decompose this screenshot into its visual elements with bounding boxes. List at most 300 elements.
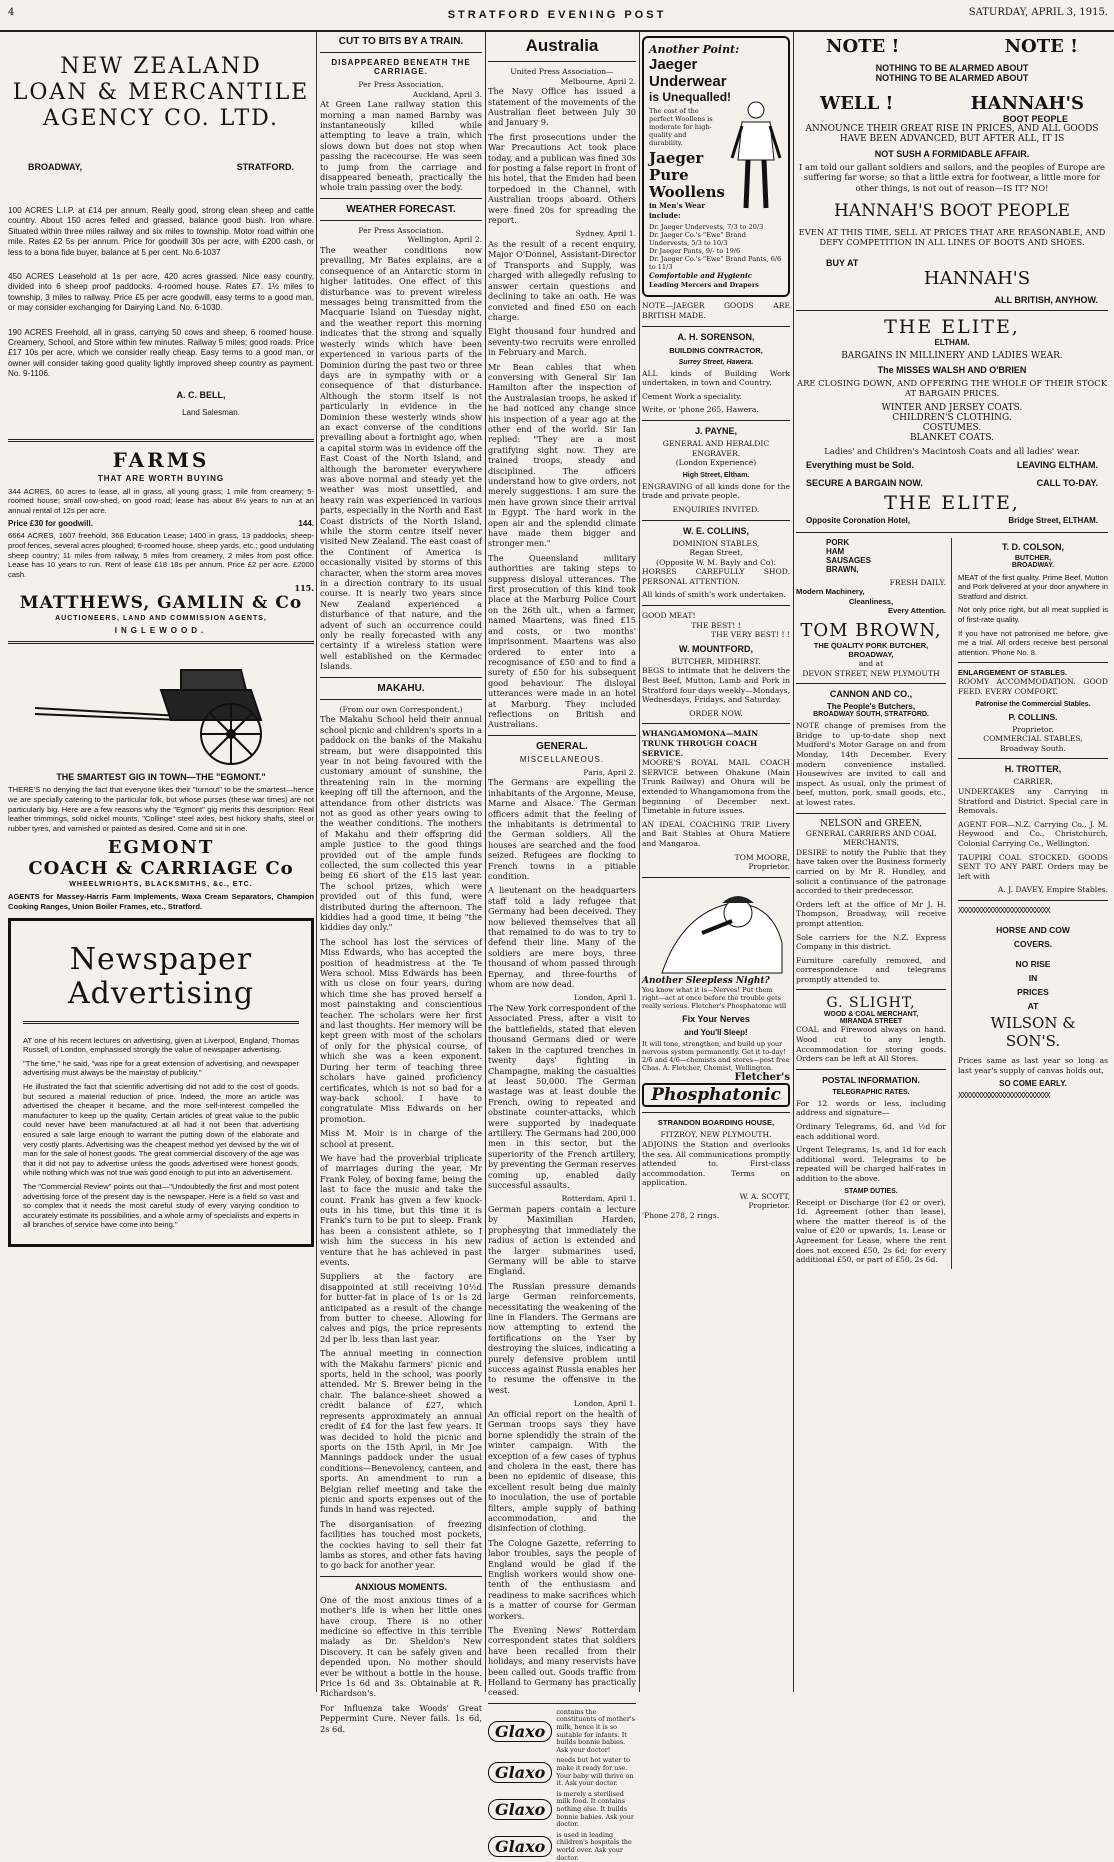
nelson-name: NELSON and GREEN, (820, 818, 922, 829)
nzl-signature: A. C. BELL, (176, 389, 226, 400)
makahu-article (320, 683, 482, 1571)
nzl-ad (8, 54, 314, 417)
general-dateline: London, April 1. (573, 993, 636, 1003)
train-assoc: Per Press Association. (358, 80, 444, 89)
divider (796, 532, 1108, 533)
divider (23, 1021, 299, 1024)
train-article (320, 36, 482, 193)
nelson-title: GENERAL CARRIERS AND COAL MERCHANTS, (805, 828, 937, 848)
jaeger-price: Dr Jaeger Pants, 9/- to 19/6 (649, 247, 741, 256)
wilson-line: IN (1028, 972, 1038, 983)
divider (796, 813, 946, 814)
divider (796, 310, 1108, 311)
slight-address: MIRANDA STREET (839, 1018, 903, 1026)
farms-ad (8, 448, 314, 636)
strandon-sig-2: Proprietor. (748, 1201, 790, 1211)
brown-title: THE QUALITY PORK BUTCHER, (813, 641, 929, 651)
masthead-bar (0, 0, 1114, 32)
trotter-body: AGENT FOR—N.Z. Carrying Co., J. M. Heywood and Co., Christchurch, Colonial Carrying Co., Wellington. (958, 819, 1108, 848)
payne-address: High Street, Eltham. (682, 471, 750, 479)
jaeger-line-4: The cost of the perfect Woollens is moderate for high-quality and durability. (649, 107, 713, 147)
whangamomona-sig: TOM MOORE, (734, 852, 790, 862)
glaxo-logo: Glaxo (488, 1762, 552, 1783)
issue-date: SATURDAY, APRIL 3, 1915. (968, 7, 1108, 18)
column-rule (316, 32, 317, 1692)
general-body: German papers contain a lecture by Maximilian Harden, prophesying that immediately the radius of action is extended and the larger submarines used, Germany will be able to starve England. (488, 1203, 636, 1277)
advertising-paragraph: The "Commercial Review" points out that—"Undoubtedly the first and most potent advertising force of the present day is the newspaper. Here is a field so vast and so complex that it needs the most careful study of every varying condition to accurately estimate its possibilities, and a whole army of specialists and experts in all branches of service have come into being." (23, 1181, 299, 1230)
farms-ref: 144. (298, 519, 314, 529)
gig-ad (8, 650, 314, 911)
phosphatonic-line-3: Fix Your Nerves (682, 1014, 750, 1025)
mountford-order: ORDER NOW. (689, 708, 743, 718)
collins-body: HORSES CAREFULLY SHOD. PERSONAL ATTENTION. (642, 567, 790, 586)
wilson-early: SO COME EARLY. (999, 1079, 1067, 1089)
slight-body: COAL and Firewood always on hand. Wood cut to any length. Accommodation for storing goods. Orders can be left at All Stores. (796, 1025, 946, 1064)
farms-listing: 344 ACRES, 60 acres to lease, all in grass, all young grass; 1 mile from creamery; 5-roomed house; small cow-shed, on good road; lease has about 8½ years to run at an annual rental of 12s per acre. (8, 486, 314, 515)
wilson-line: WILSON & (990, 1013, 1076, 1032)
brown-address-3: DEVON STREET, NEW PLYMOUTH (802, 668, 940, 678)
trotter-name: H. TROTTER, (1004, 764, 1062, 775)
general-dateline: Rotterdam, April 1. (561, 1194, 636, 1204)
whangamomona-body: AN IDEAL COACHING TRIP. Livery and Bait Stables at Ohura Matiere and Mangaroa. (642, 819, 790, 848)
australia-dateline: Sydney, April 1. (575, 229, 636, 239)
elite-row (796, 456, 1108, 474)
nelson-body: Orders left at the office of Mr J. H. Thompson, Broadway, will receive prompt attention. (796, 899, 946, 928)
australia-body: Eight thousand four hundred and seventy-two recruits were enrolled in February and March. (488, 326, 636, 358)
hannahs-body: ANNOUNCE THEIR GREAT RISE IN PRICES, AND ALL GOODS HAVE BEEN ADVANCED, BUT AFTER ALL, IT IS (805, 124, 1099, 145)
general-body: The Evening News' Rotterdam correspondent states that soldiers have been recalled from their holidays, and many reservists have been called out. Goods traffic from Holland to Germany has practically ceased. (488, 1625, 636, 1698)
colson-ad (958, 542, 1108, 658)
well-row (796, 83, 1108, 114)
jaeger-line-3: is Unequalled! (649, 90, 732, 104)
elite-leaving: LEAVING ELTHAM. (1016, 459, 1098, 470)
brown-feature: Every Attention. (888, 606, 946, 616)
brown-item: BRAWN, (826, 564, 859, 574)
well: WELL ! (820, 93, 894, 114)
divider (958, 662, 1108, 663)
postal-body: Urgent Telegrams, 1s, and 1d for each additional word. Telegrams to be repeated will be charged half-rates in addition to the above. (796, 1145, 946, 1183)
collins-address-2: (Opposite W. M. Bayly and Co). (656, 557, 776, 567)
weather-assoc: Per Press Association. (358, 225, 444, 235)
weather-dateline: Wellington, April 2. (407, 235, 482, 245)
stables-place: COMMERCIAL STABLES, (983, 734, 1083, 744)
column-1 (8, 32, 314, 1692)
makahu-body: Suppliers at the factory are disappointed at still receiving 10½d for butter-fat in place of 1s or 1s 2d anticipated as a result of the change from butter to cheese. Allowing for calves and pigs, the price represents 2d per lb. less than last year. (320, 1271, 482, 1344)
australia-dateline: Melbourne, April 2. (560, 76, 636, 86)
divider (488, 1703, 636, 1704)
postal-info (796, 1075, 946, 1265)
jaeger-figure (730, 100, 782, 212)
wilson-line: SON'S. (1005, 1031, 1061, 1050)
mountford-top-2: THE BEST! ! (691, 620, 741, 630)
phosphatonic-line-1: Another Sleepless Night? (642, 975, 770, 986)
makahu-body: The disorganisation of freezing facilities has touched most pockets, the cockies having to sell their fat lambs as stores, and other fats having to go back for another year. (320, 1518, 482, 1571)
divider (796, 1069, 946, 1070)
divider (488, 735, 636, 736)
trotter-ad (958, 764, 1108, 895)
jaeger-line-1: Another Point: (649, 43, 740, 56)
train-dateline: Auckland, April 3. (412, 89, 482, 99)
page-number: 4 (8, 7, 15, 18)
wilson-line: NO RISE (1015, 958, 1051, 969)
general-body: The Russian pressure demands large German reinforcements, necessitating the weakening of the line in Flanders. The Germans are now attempting to extend the fortifications on the Yser by destroying the sluices, indicating a purely defensive problem until success against Russia enables her to resume the offensive in the west. (488, 1280, 636, 1395)
nzl-listing: 190 ACRES Freehold, all in grass, carrying 50 cows and sheep, 6 roomed house. Creamery, School, and Store within few minutes. Railway 5 miles; good roads. Price £17 10s per acre, which we consider really cheap. Easy terms to a good man, or owner will consider taking good quality lightly improved sheep country as payment. No. 9-1106. (8, 327, 314, 379)
glaxo-logo: Glaxo (488, 1799, 552, 1820)
colson-body: MEAT of the first quality. Prime Beef, Mutton and Pork delivered at your door anywhere in Stratford and district. (958, 572, 1108, 601)
advertising-paragraph: He illustrated the fact that scientific advertising did not add to the cost of goods, but secured a material reduction of price. Indeed, the more an article was advertised the cheaper it became, and the more self-interest compelled the manufacturer to keep up the quality. Certain articles of great value to the public could never have been manufactured at all had it not been that advertising ensured a sale large enough to warrant the putting down of the elaborate and very costly plants. Advertising was the cheapest method yet devised by the wit of man for the sale of honest goods. The great commercial discovery of the age was that it did not pay to advertise unless the goods advertised were honest goods, while nothing which was not true was good enough to put into an advertisement. (23, 1081, 299, 1178)
slight-title: WOOD & COAL MERCHANT, (823, 1011, 919, 1019)
nzl-name-1: NEW ZEALAND (60, 54, 262, 79)
anxious-footer: For Influenza take Woods' Great Peppermint Cure. Never fails. 1s 6d, 2s 6d. (320, 1702, 482, 1734)
nelson-body: Furniture carefully removed, and correspondence and telegrams promptly attended to. (796, 955, 946, 984)
cannon-title: The People's Butchers, (826, 702, 916, 712)
glaxo-logo: Glaxo (488, 1721, 552, 1742)
divider (958, 758, 1108, 759)
sorenson-contact: Write, or 'phone 265, Hawera. (642, 405, 759, 415)
nzl-listing: 100 ACRES L.I.P. at £14 per annum. Really good, strong clean sheep and cattle country. About 150 acres felled and grassed, balance good bush. Iron whare. Situated within three miles railway and six miles to township. Motor road within one mile. Rates £2 5s per annum. Price for goodwill 30s per acre, with £200 cash, or less to a bona fide buyer, balance at 5 per cent. No.6-1037 (8, 206, 314, 257)
postal-head: POSTAL INFORMATION. (822, 1074, 920, 1085)
trotter-body: TAUPIRI COAL STOCKED. GOODS SENT TO ANY PART. Orders may be left with (958, 852, 1108, 881)
gig-caption: THE SMARTEST GIG IN TOWN—THE "EGMONT." (56, 772, 266, 783)
strandon-ad (642, 1118, 790, 1220)
elite-body: BARGAINS IN MILLINERY AND LADIES WEAR. (841, 350, 1063, 361)
general-headline: GENERAL. (536, 740, 588, 752)
divider (320, 1576, 482, 1577)
weather-article (320, 204, 482, 672)
australia-body: The Queensland military authorities are taking steps to suppress disloyal utterances. The first prosecution of this kind took place at the Marburg Police Court on the 26th ult., when a farmer, named Maartens, was fined £15 and costs, or two months' imprisonment. Maartens was also ordered to enter into a recognisance of £50 and to find a surety of £50 for his subsequent good behaviour. The disloyal utterances were made in an hotel at Marburg. They included reflections on British and Australians. (488, 552, 636, 730)
strandon-address: FITZROY, NEW PLYMOUTH. (660, 1130, 772, 1140)
strandon-sig: W. A. SCOTT, (739, 1191, 790, 1201)
nzl-address-left: BROADWAY, (28, 162, 83, 172)
whangamomona-ad (642, 729, 790, 871)
jaeger-line-12: Leading Mercers and Drapers (649, 280, 760, 289)
wilson-line: HORSE AND COW (996, 924, 1070, 935)
colson-address: BROADWAY. (1011, 561, 1055, 569)
elite-item: BLANKET COATS. (909, 432, 995, 443)
weather-headline: WEATHER FORECAST. (346, 203, 456, 215)
brown-name: TOM BROWN, (800, 620, 942, 642)
column-rule (639, 32, 640, 1692)
jaeger-price: Dr. Jaeger Undervests, 7/3 to 20/3 (649, 223, 764, 232)
farms-listing: 6664 ACRES, 1607 freehold, 368 Education Lease; 1400 in grass, 13 paddocks, sheep-proof fences, several acres ploughed; 6-roomed house, sheep yards, etc.; good undulating sheep country; 11 miles from railway, 5 miles from creamery, 2 miles from post office. Lease has 10 years to run. Rent of lease £18 18s per annum. Price £2 per acre. £2000 cash. (8, 531, 314, 579)
cannon-ad (796, 689, 946, 807)
jaeger-price: Dr. Jaeger Co.'s "Ewe" Brand Pants, 6/6 to 11/3 (649, 255, 782, 272)
stables-title: Proprietor. (1012, 724, 1054, 734)
elite-row (796, 474, 1108, 492)
payne-title: GENERAL AND HERALDIC ENGRAVER. (662, 438, 770, 458)
general-dateline: London, April 1. (573, 1399, 636, 1409)
note-line-2: NOTHING TO BE ALARMED ABOUT (875, 73, 1029, 83)
jaeger-line-2: Jaeger Underwear (649, 56, 727, 90)
divider (796, 989, 946, 990)
stables-name: P. COLLINS. (1008, 711, 1058, 722)
divider (642, 326, 790, 327)
collins-title: DOMINION STABLES, (672, 538, 760, 548)
sorenson-body: ALL kinds of Building Work undertaken, in town and Country. (642, 368, 790, 388)
stables-head: ENLARGEMENT OF STABLES. (958, 668, 1068, 678)
farms-town: INGLEWOOD. (114, 626, 208, 636)
glaxo-row (488, 1791, 636, 1829)
strandon-phone: 'Phone 278, 2 rings. (642, 1211, 720, 1221)
mountford-name: W. MOUNTFORD, (679, 643, 753, 654)
general-body: The Cologne Gazette, referring to labor troubles, says the people of England would be glad if the English workers would show one-tenth of the enthusiasm and readiness to make sacrifices which is a matter of course for German workers. (488, 1537, 636, 1621)
payne-experience: (London Experience) (675, 458, 757, 468)
postal-body: Receipt or Discharge (for £2 or over), 1d. Agreement (other than lease), where the matter thereof is of the value of £20 or upwards, 1s. Lease or Agreement for Lease, where the rent does not exceed £50, 2s 6d; for every additional £50, or part of £50, 2s 6d. (796, 1197, 946, 1265)
postal-body: Ordinary Telegrams, 6d, and ½d for each additional word. (796, 1122, 946, 1141)
wilson-line: PRICES (1017, 986, 1049, 997)
gig-body: THERE'S no denying the fact that everyone likes their "turnout" to be the smartest—hence we are specially catering to the particular folk, but whose purses (these war times) are not particularly big. Here are a few reasons why the "Egmont" gig merits this description: Real leather trimmings, solid nickel mounts, "Collinge" steel axles, best hickory shafts, steel or rubber tyres, and varnished or painted as desired. Come and sit in one. (8, 785, 314, 833)
gig-illustration (8, 650, 314, 768)
hannahs-body: EVEN AT THIS TIME, SELL AT PRICES THAT ARE REASONABLE, AND DEFY COMPETITION IN ALL LINES OF BOOTS AND SHOES. (798, 227, 1106, 248)
anxious-body: One of the most anxious times of a mother's life is when her little ones have croup. There is no other medicine so effective in this terrible malady as Dr. Sheldon's New Discovery. It can be safely given and depended upon. No mother should ever be without a bottle in the house. Price 1s 6d and 3s. Obtainable at R. Richardson's. (320, 1594, 482, 1699)
collins-ad (642, 526, 790, 601)
hannahs-not: NOT SUSH A FORMIDABLE AFFAIR. (874, 148, 1030, 159)
farms-price-row (8, 519, 314, 528)
postal-body: For 12 words or less, including address and signature— (796, 1098, 946, 1118)
elite-bridge: Bridge Street, ELTHAM. (1008, 515, 1098, 525)
cannon-body: NOTE change of premises from the Bridge to up-to-date shop next Mudford's Motor Garage on and from Monday, 14th December. Every modern convenience installed. Housewives are invited to call and inspect. As usual, only the primest of beef, mutton, pork, small goods, etc., at lowest rates. (796, 721, 946, 807)
divider (642, 723, 790, 724)
general-subhead: MISCELLANEOUS. (519, 754, 605, 764)
sleepless-figure (642, 883, 790, 973)
whangamomona-head: WHANGAMOMONA—MAIN TRUNK THROUGH COACH SERVICE. (642, 729, 759, 758)
australia-body: Mr Bean cables that when conversing with General Sir Ian Hamilton after the inspection of the Australasian troops, he asked if he had noticed any change since his inspection of a year ago at the other end of the world. Sir Ian replied: "They are a most gratifying sight now. They are trained troops, steady and disciplined. The officers understand how to give orders, not merely suggestions. I am sure the men have grown since their arrival in Egypt. The hard work in the open air and the splendid climate have made them bigger and stronger men." (488, 361, 636, 549)
wilson-border: XXXXXXXXXXXXXXXXXXXXXXXX (958, 1091, 1050, 1101)
divider (642, 877, 790, 878)
divider (642, 520, 790, 521)
elite-item: COSTUMES. (922, 422, 982, 433)
jaeger-line-5: Jaeger Pure Woollens (649, 149, 725, 201)
glaxo-logo: Glaxo (488, 1836, 552, 1857)
elite-title-2: THE ELITE, (884, 491, 1020, 514)
australia-assoc: United Press Association— (510, 67, 614, 76)
glaxo-row (488, 1757, 636, 1787)
strandon-body: ADJOINS the Station and overlooks the sea. All communications promptly attended to. First-class accommodation. Terms on application. (642, 1139, 790, 1188)
hannahs-name: HANNAH'S (970, 93, 1084, 114)
glaxo-text: contains the constituents of mother's milk, hence it is so suitable for infants. It builds bonnie babies. Ask your doctor! (556, 1707, 635, 1754)
divider (320, 198, 482, 199)
whangamomona-sig-2: Proprietor. (748, 862, 790, 872)
divider (8, 641, 314, 644)
hannahs-ad (796, 32, 1108, 305)
column-5-right (958, 538, 1108, 1269)
jaeger-line-6: in Men's Wear include: (649, 201, 705, 220)
brown-feature: Cleanliness, (848, 596, 894, 606)
mountford-body: BEGS to intimate that he delivers the Best Beef, Mutton, Lamb and Pork in Stratford four days weekly—Mondays, Wednesdays, Fridays, and Saturday. (642, 666, 790, 705)
wilson-line: COVERS. (1013, 938, 1053, 949)
collins-body: All kinds of smith's work undertaken. (642, 590, 786, 600)
glaxo-text: is merely a sterilised milk food. It contains nothing else. It builds bonnie babies. Ask your doctor. (556, 1789, 634, 1829)
postal-sub: TELEGRAPHIC RATES. (832, 1088, 910, 1096)
nelson-ad (796, 819, 946, 985)
stables-body: ROOMY ACCOMMODATION. GOOD FEED. EVERY COMFORT. (958, 677, 1108, 696)
wilson-line: AT (1027, 1000, 1039, 1011)
strandon-head: STRANDON BOARDING HOUSE, (657, 1118, 775, 1128)
sorenson-name: A. H. SORENSON, (677, 331, 755, 342)
hannahs-name-2: HANNAH'S (923, 267, 1031, 289)
elite-opposite: Opposite Coronation Hotel, (806, 515, 910, 525)
advertising-title-2: Advertising (67, 975, 255, 1011)
gig-firm-3: WHEELWRIGHTS, BLACKSMITHS, &c., ETC. (69, 881, 253, 889)
note-row (796, 32, 1108, 61)
glaxo-text: is used in leading children's hospitals the world over. Ask your doctor. (556, 1830, 632, 1862)
column-5-split (796, 538, 1108, 1269)
hannahs-body: I am told our gallant soldiers and sailors, and the peoples of Europe are suffering far worse; so that a little extra for footwear, a little more for other things, is not out of reason—IS IT? NO! (798, 161, 1105, 193)
phosphatonic-line-5: It will tone, strengthen, and build up your nervous system permanently. Get it to-day! (642, 1040, 786, 1057)
glaxo-text: needs but hot water to make it ready for use. Your baby will thrive on it. Ask your doctor. (556, 1756, 634, 1788)
gig-firm-1: EGMONT (107, 837, 215, 859)
british: ALL BRITISH, ANYHOW. (994, 294, 1098, 305)
trotter-title: CARRIER, (1013, 777, 1053, 787)
brown-address-2: and at (858, 659, 884, 669)
advertising-paragraph: "The time," he said, "was ripe for a great extension of advertising, and newspaper advertising must always be the mainstay of publicity." (23, 1058, 299, 1078)
mountford-ad (642, 611, 790, 718)
brown-item: HAM (826, 546, 845, 556)
column-2 (320, 32, 482, 1734)
advertising-paragraph: AT one of his recent lectures on advertising, given at Liverpool, England, Thomas Russell, of London, emphasised strongly the value of newspaper advertising. (23, 1035, 299, 1055)
colson-title: BUTCHER, (1014, 554, 1052, 562)
payne-name: J. PAYNE, (694, 425, 738, 436)
mountford-top-3: THE VERY BEST! ! ! (711, 630, 790, 640)
boot-people: BOOT PEOPLE (1002, 114, 1068, 124)
sorenson-ad (642, 332, 790, 415)
phosphatonic-brand-2: Phosphatonic (642, 1083, 790, 1107)
train-headline: CUT TO BITS BY A TRAIN. (338, 36, 464, 47)
makahu-body: Miss M. Moir is in charge of the school at present. (320, 1128, 482, 1149)
nelson-body: Sole carriers for the N.Z. Express Company in this district. (796, 932, 946, 952)
makahu-body: The Makahu School held their annual school picnic and children's sports in a paddock on the banks of the Makahu stream, but were disappointed this year in not being favoured with the customary amount of sunshine, the threatening rain in the morning keeping off till the afternoon, and the attendance from other districts was not as good as other years owing to the weather conditions. The mothers of Makahu and their offspring did ample justice to the good things provided out of the ample funds collected, the sum collected this year being £6 short of the £15 last year. The school prizes, which were provided out of this fund, were distributed during the afternoon. The kiddies had a good time, it being "the kiddies day only." (320, 714, 482, 933)
elite-title: THE ELITE, (884, 315, 1020, 338)
glaxo-row (488, 1832, 636, 1862)
wilson-border: XXXXXXXXXXXXXXXXXXXXXXXX (958, 905, 1050, 915)
cannon-name: CANNON AND CO., (829, 689, 913, 700)
australia-body: The Navy Office has issued a statement of the movements of the Australian fleet between July 30 and January 9. (488, 86, 636, 128)
farms-firm: MATTHEWS, GAMLIN & Co (19, 593, 303, 614)
elite-secure: SECURE A BARGAIN NOW. (806, 477, 923, 488)
divider (642, 605, 790, 606)
elite-body-2: ARE CLOSING DOWN, AND OFFERING THE WHOLE OF THEIR STOCK AT BARGAIN PRICES. (797, 377, 1107, 399)
gig-agents: AGENTS for Massey-Harris Farm Implements, Waxa Cream Separators, Champion Cooking Ranges, Union Boiler Frames, etc., Stratford. (8, 892, 314, 911)
brown-ad (796, 538, 946, 679)
australia-body: As the result of a recent enquiry, Major O'Donnel, Assistant-Director of Transports and Supply, was charged with allegedly refusing to answer certain questions and declining to take an oath. He was convicted and fined £50 on each charge. (488, 239, 636, 322)
trotter-body: UNDERTAKES any Carrying in Stratford and District. Special care in Removals. (958, 786, 1108, 816)
trotter-sig: A. J. DAVEY, Empire Stables. (997, 885, 1108, 895)
collins-name: W. E. COLLINS, (682, 525, 749, 536)
masthead: STRATFORD EVENING POST (447, 9, 667, 21)
divider (958, 900, 1108, 901)
column-5 (796, 32, 1108, 1692)
gig-firm-2: COACH & CARRIAGE Co (28, 858, 294, 880)
glaxo-ad (488, 1709, 636, 1862)
makahu-body: The annual meeting in connection with the Makahu farmers' picnic and sports, held in the school, was poorly attended. Mr S. Brewer being in the chair. The balance-sheet showed a credit balance of £27, which represents approximately an annual credit of £4 for the last few years. It was decided to hold the picnic and sports on the 15th April, in Mr Joe Mannings paddock under the usual conditions—Benevolency, canteen, and sports. An amendment to run a Belgian relief meeting and take the picnic and sports expenses out of the funds in hand was rejected. (320, 1348, 482, 1515)
general-article (488, 741, 636, 1698)
phosphatonic-line-2: You know what it is—Nerves! Put them right—act at once before the trouble gets really serious. Fletcher's Phosphatonic will (642, 986, 787, 1011)
sorenson-body: Cement Work a speciality. (642, 391, 742, 401)
wilson-ad (958, 906, 1108, 1100)
note-b: NOTE ! (1004, 36, 1078, 57)
makahu-body: The school has lost the services of Miss Edwards, who has accepted the position of headmistress at the Te Wera school. Miss Edwards has been with us close on four years, during which time she has proved herself a most painstaking and conscientious teacher. The scholars were her first and last thoughts. Her memory will be kept green with most of the scholars of only for the physical course, of which she was a keen exponent. During her term of teaching three scholars have gained proficiency certificates, which is not so bad for a way-back school. I have to congratulate Miss Edwards on her promotion. (320, 936, 482, 1124)
phosphatonic-brand-1: Fletcher's (734, 1072, 790, 1084)
brown-address: BROADWAY, (848, 650, 894, 660)
payne-ad (642, 426, 790, 515)
brown-item: PORK (826, 537, 850, 547)
divider (642, 420, 790, 421)
elite-row (796, 514, 1108, 527)
colson-name: T. D. COLSON, (1001, 541, 1064, 552)
colson-body: Not only price right, but all meat supplied is of first-rate quality. (958, 605, 1108, 625)
mountford-top: GOOD MEAT! (642, 611, 696, 621)
column-rule (485, 32, 486, 1692)
general-body: A lieutenant on the headquarters staff told a lady refugee that Germany had been deceived. They now believed themselves that all that remained to do was to try to defend their line. Many of the soldiers are mere boys, three thousand of whom passed through Epernay, and three-fourths of whom are now dead. (488, 885, 636, 990)
makahu-body: We have had the proverbial triplicate of marriages during the year, Mr Frank Foley, of boxing fame, being the last to face the music and take the count. Frank has given a few knock-outs in his time, but this time it is Frank's turn to be put to sleep. Frank has been a consistent athlete, so I wish him the success in his new venture that he has achieved in past events. (320, 1152, 482, 1267)
brown-fresh: FRESH DAILY. (889, 577, 946, 587)
divider (320, 52, 482, 53)
farms-ref: 115. (294, 583, 314, 594)
australia-headline: Australia (525, 36, 599, 55)
nzl-name-2: LOAN & MERCANTILE (12, 80, 310, 105)
sorenson-title: BUILDING CONTRACTOR, (669, 345, 763, 355)
advertising-title-1: Newspaper (69, 941, 253, 977)
stables-ad (958, 668, 1108, 753)
column-4 (642, 32, 790, 1692)
mountford-title: BUTCHER, MIDHIRST. (671, 656, 761, 666)
nzl-address (28, 162, 294, 172)
cannon-address: BROADWAY SOUTH, STRATFORD. (813, 711, 929, 719)
divider (320, 220, 482, 221)
collins-address: Regan Street, (689, 548, 743, 558)
phosphatonic-line-6: 2/6 and 4/6—chemists and stores—post free Chas. A. Fletcher, Chemist, Wellington. (642, 1056, 790, 1073)
elite-town: ELTHAM. (934, 337, 970, 347)
wilson-body: Prices same as last year so long as last year's supply of canvas holds out, (958, 1055, 1108, 1075)
elite-misses: The MISSES WALSH AND O'BRIEN (877, 364, 1027, 375)
divider (8, 439, 314, 442)
sorenson-address: Surrey Street, Hawera. (678, 358, 754, 366)
advertising-box (8, 918, 314, 1247)
divider (796, 683, 946, 684)
glaxo-row (488, 1709, 636, 1755)
farms-title: FARMS (112, 447, 210, 472)
phosphatonic-line-4: and You'll Sleep! (684, 1028, 748, 1038)
farms-price: Price £30 for goodwill. (8, 519, 93, 529)
note-a: NOTE ! (826, 36, 900, 57)
nzl-listing: 450 ACRES Leasehold at 1s per acre, 420 acres grassed. Nice easy country, divided into 6 sheep proof paddocks. 4-roomed house. Rates £7. 1½ miles to township, 3 miles to railway. Price £5 per acre goodwill, easy terms to a good man, or may consider exchanging for Dairying Land. No. 6-1030. (8, 272, 314, 313)
anxious-article (320, 1582, 482, 1734)
payne-invite: ENQUIRIES INVITED. (672, 504, 760, 514)
makahu-headline: MAKAHU. (377, 682, 425, 694)
general-body: An official report on the health of German troops says they have borne splendidly the strain of the winter campaign. With the exception of a few cases of typhus and cholera in the east, there has been no epidemic of disease, this excellent result being due mainly to inoculation, the use of portable filters, ample supply of bathing accommodation, and the disinfection of clothing. (488, 1408, 636, 1534)
divider (320, 677, 482, 678)
jaeger-ad (642, 36, 790, 297)
slight-name: G. SLIGHT, (826, 995, 916, 1012)
divider (488, 61, 636, 62)
jaeger-line-11: Comfortable and Hygienic (649, 271, 752, 281)
column-3 (488, 32, 636, 1862)
note-line-1: NOTHING TO BE ALARMED ABOUT (875, 63, 1029, 73)
weather-body: The weather conditions now prevailing, Mr Bates explains, are a consequence of an Antarctic storm in higher latitudes. One effect of this disturbance was to prevent wireless messages being transmitted from the Macquarie Island on Tuesday night, and the weather report this morning indicates that the strong and squally westerly winds which have been experienced in various parts of the Dominion during the past two or three days are in sympathy with or a consequence of that disturbance. Although the storm itself is not particularly in evidence in the Dominion these westerly winds show an exact converse of the conditions prevailing about a fortnight ago, when a capital storm was in evidence off the East Coast of the North Island, and although the barometer everywhere was above normal and steady yet the weather was most unsettled, and heavy rain was experienced in various parts, especially in the North and East Coast districts of the North Island, while the storm centre itself never visited New Zealand. The east coast of the Continent of America is occasionally visited by storms of this character, when the storm area moves in a direction contrary to its usual course. It is nearly two years since New Zealand experienced a disturbance of that nature, and the advent of such an occurrence could only be really forecasted with any certainty if a wireless station were well established on the Kermadec Islands. (320, 245, 482, 672)
buy-at: BUY AT (826, 257, 859, 268)
column-5-left (796, 538, 952, 1269)
elite-item: WINTER AND JERSEY COATS. (881, 402, 1023, 413)
elite-sold: Everything must be Sold. (806, 459, 915, 470)
stables-address: Broadway South. (1000, 743, 1066, 753)
elite-item: Ladies' and Children's Macintosh Coats and all ladies' wear. (824, 445, 1080, 456)
general-dateline: Paris, April 2. (583, 767, 636, 777)
nzl-name-3: AGENCY CO. LTD. (42, 106, 280, 131)
slight-ad (796, 995, 946, 1063)
elite-ad (796, 316, 1108, 527)
train-body: At Green Lane railway station this morning a man named Barnby was instantaneously killed while attempting to leave a train, which slows down but does not stop when passing the racecourse. He was seen to jump from the carriage and disappeared beneath, practically the whole train passing over the body. (320, 99, 482, 193)
brown-item: SAUSAGES (826, 555, 871, 565)
